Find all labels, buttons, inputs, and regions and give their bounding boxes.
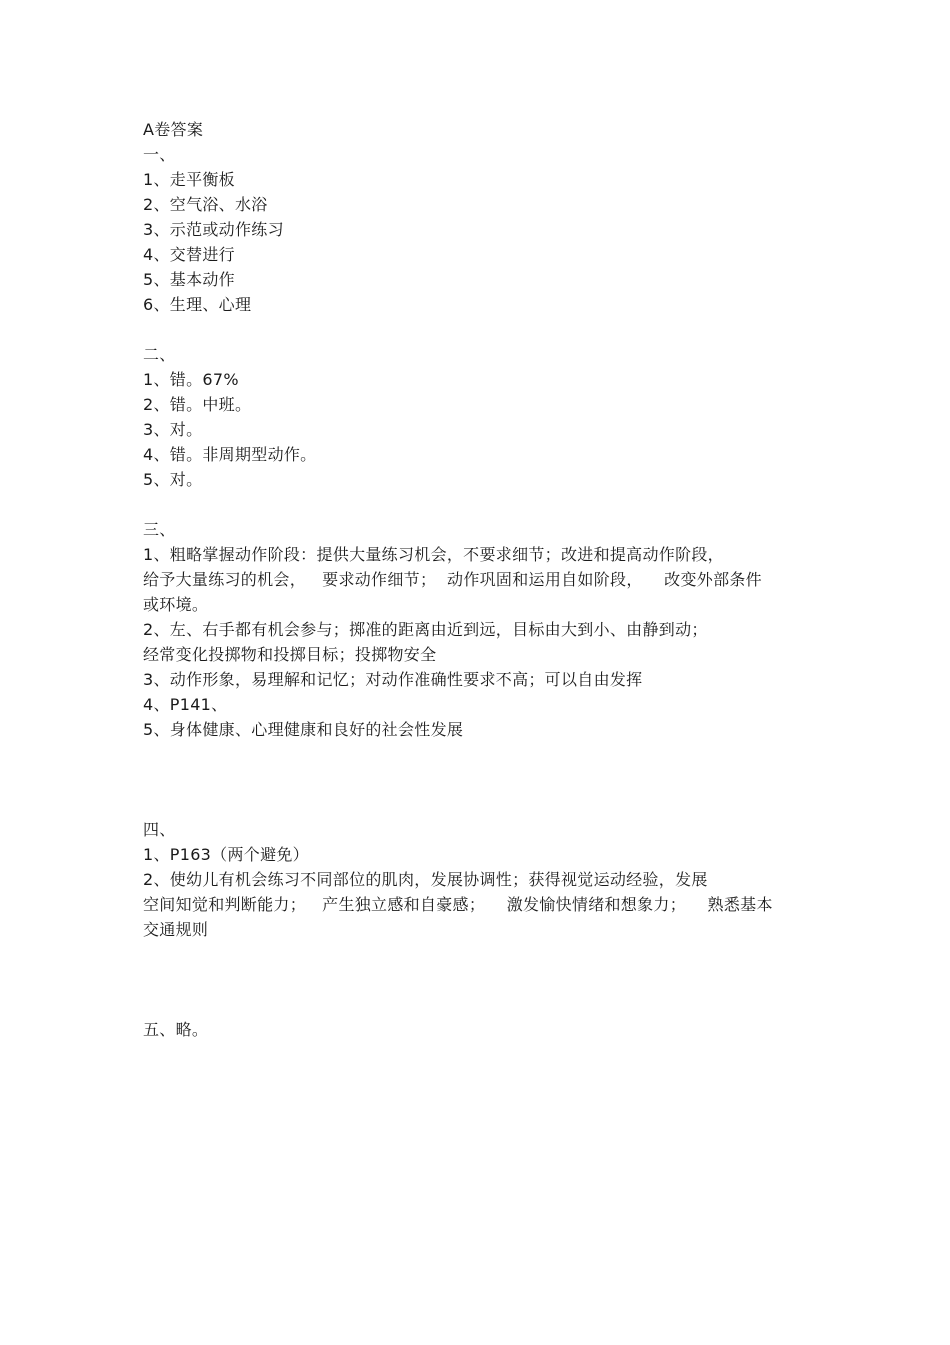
- answer-line: 或环境。: [143, 595, 209, 614]
- answer-item: 6、生理、心理: [143, 295, 252, 314]
- answer-line: 经常变化投掷物和投掷目标；投掷物安全: [143, 645, 437, 664]
- answer-line: 1、粗略掌握动作阶段：提供大量练习机会，不要求细节；改进和提高动作阶段，: [143, 545, 724, 564]
- answer-item: 2、错。中班。: [143, 395, 252, 414]
- answer-item: 2、空气浴、水浴: [143, 195, 268, 214]
- section-1: [143, 142, 813, 317]
- answer-line: 5、身体健康、心理健康和良好的社会性发展: [143, 720, 464, 739]
- answer-line: 2、左、右手都有机会参与；掷准的距离由近到远，目标由大到小、由静到动；: [143, 620, 708, 639]
- answer-item: 3、示范或动作练习: [143, 220, 284, 239]
- answer-item: 5、基本动作: [143, 270, 235, 289]
- answer-item: 5、对。: [143, 470, 203, 489]
- answer-item: 3、对。: [143, 420, 203, 439]
- answer-sheet: [143, 117, 813, 1042]
- answer-item: 1、走平衡板: [143, 170, 235, 189]
- answer-line: 给予大量练习的机会， 要求动作细节； 动作巩固和运用自如阶段， 改变外部条件: [143, 570, 762, 589]
- section-4: [143, 817, 813, 942]
- answer-item: 1、错。67%: [143, 370, 239, 389]
- answer-line: 2、使幼儿有机会练习不同部位的肌肉，发展协调性；获得视觉运动经验，发展: [143, 870, 708, 889]
- answer-item: 4、交替进行: [143, 245, 235, 264]
- answer-item: 4、错。非周期型动作。: [143, 445, 317, 464]
- section-heading: 五、略。: [143, 1020, 209, 1039]
- answer-line: 空间知觉和判断能力； 产生独立感和自豪感； 激发愉快情绪和想象力； 熟悉基本: [143, 895, 773, 914]
- section-2: [143, 342, 813, 492]
- section-heading: 二、: [143, 345, 176, 364]
- section-heading: 一、: [143, 145, 176, 164]
- section-5: [143, 1017, 813, 1042]
- section-3: [143, 517, 813, 742]
- answer-line: 交通规则: [143, 920, 209, 939]
- document-title: A卷答案: [143, 120, 204, 139]
- answer-line: 1、P163（两个避免）: [143, 845, 309, 864]
- section-heading: 三、: [143, 520, 176, 539]
- section-heading: 四、: [143, 820, 176, 839]
- answer-line: 4、P141、: [143, 695, 228, 714]
- answer-line: 3、动作形象，易理解和记忆；对动作准确性要求不高；可以自由发挥: [143, 670, 643, 689]
